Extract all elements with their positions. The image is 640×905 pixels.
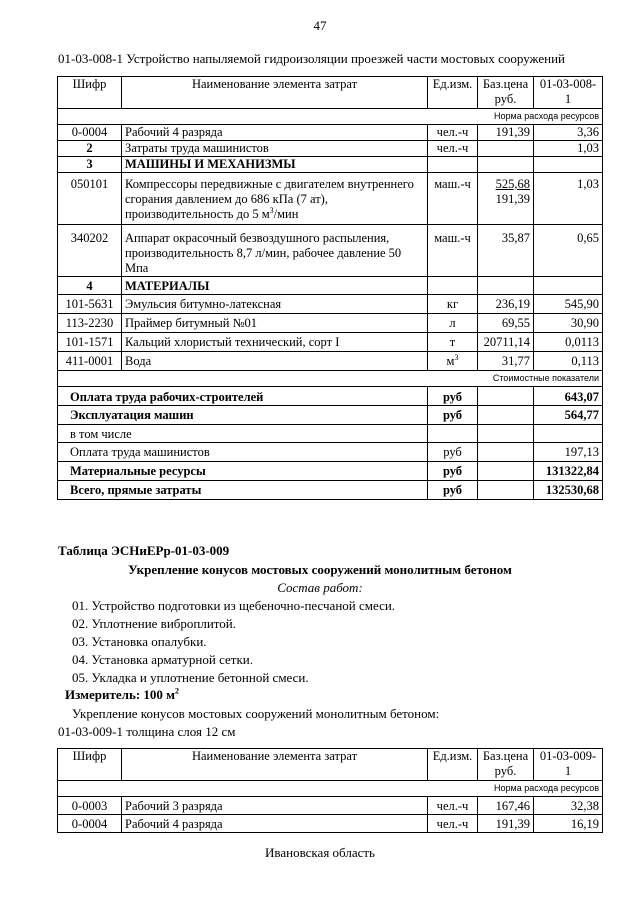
row-norm: 0,113 bbox=[534, 352, 603, 371]
norm-caption-row bbox=[58, 781, 603, 797]
work-item: 02. Уплотнение виброплитой. bbox=[72, 616, 237, 631]
cost-caption-row bbox=[58, 371, 603, 387]
row-price: 167,46 bbox=[478, 797, 534, 815]
row-name: Рабочий 3 разряда bbox=[122, 797, 428, 815]
summary-unit: руб bbox=[428, 443, 478, 462]
cost-caption: Стоимостные показатели bbox=[58, 371, 603, 387]
row-unit: $м^3$ bbox=[428, 352, 478, 371]
header-code: Шифр bbox=[58, 77, 122, 109]
summary-value: 643,07 bbox=[534, 387, 603, 406]
page-number: 47 bbox=[313, 18, 327, 33]
summary-row bbox=[58, 443, 603, 462]
summary-value: 564,77 bbox=[534, 406, 603, 425]
summary-unit: руб bbox=[428, 462, 478, 481]
norm-caption: Норма расхода ресурсов bbox=[58, 109, 603, 125]
norm-caption-row bbox=[58, 109, 603, 125]
row-price: 20711,14 bbox=[478, 333, 534, 352]
row-code: 050101 bbox=[58, 173, 122, 225]
row-price bbox=[478, 141, 534, 157]
header-norm: 01-03-009-1 bbox=[534, 749, 603, 781]
row-norm: 1,03 bbox=[534, 173, 603, 225]
description: Укрепление конусов мостовых сооружений монолитным бетоном: bbox=[72, 706, 440, 721]
norm-caption: Норма расхода ресурсов bbox=[58, 781, 603, 797]
header-name: Наименование элемента затрат bbox=[122, 77, 428, 109]
row-price: 35,87 bbox=[478, 225, 534, 277]
row-norm: 30,90 bbox=[534, 314, 603, 333]
row-norm: 0,0113 bbox=[534, 333, 603, 352]
row-price bbox=[478, 173, 534, 225]
header-name: Наименование элемента затрат bbox=[122, 749, 428, 781]
work-item: 04. Установка арматурной сетки. bbox=[72, 652, 253, 667]
row-code: 2 bbox=[58, 141, 122, 157]
price-value: 525,68 bbox=[495, 177, 530, 191]
row-unit: чел.-ч bbox=[428, 797, 478, 815]
row-unit: чел.-ч bbox=[428, 141, 478, 157]
row-norm: 1,03 bbox=[534, 141, 603, 157]
row-code: 113-2230 bbox=[58, 314, 122, 333]
row-norm: 545,90 bbox=[534, 295, 603, 314]
row-unit: чел.-ч bbox=[428, 125, 478, 141]
header-code: Шифр bbox=[58, 749, 122, 781]
row-name: Эмульсия битумно-латексная bbox=[122, 295, 428, 314]
summary-row bbox=[58, 406, 603, 425]
resource-table-2 bbox=[57, 748, 603, 833]
table-title: Таблица ЭСНиЕРр-01-03-009 bbox=[58, 543, 230, 558]
summary-row bbox=[58, 462, 603, 481]
row-price bbox=[478, 157, 534, 173]
works-title: Состав работ: bbox=[277, 580, 363, 595]
table-row bbox=[58, 277, 603, 295]
summary-name: Оплата труда рабочих-строителей bbox=[58, 387, 428, 406]
header-price: Баз.цена руб. bbox=[478, 749, 534, 781]
row-name: МАШИНЫ И МЕХАНИЗМЫ bbox=[122, 157, 428, 173]
row-code: 411-0001 bbox=[58, 352, 122, 371]
summary-value: 197,13 bbox=[534, 443, 603, 462]
row-unit: маш.-ч bbox=[428, 173, 478, 225]
summary-unit: руб bbox=[428, 387, 478, 406]
summary-value: 131322,84 bbox=[534, 462, 603, 481]
summary-name: в том числе bbox=[58, 425, 428, 443]
row-name: Затраты труда машинистов bbox=[122, 141, 428, 157]
summary-name: Эксплуатация машин bbox=[58, 406, 428, 425]
row-code: 0-0004 bbox=[58, 815, 122, 833]
row-unit: л bbox=[428, 314, 478, 333]
row-norm: 16,19 bbox=[534, 815, 603, 833]
row-unit: т bbox=[428, 333, 478, 352]
row-name: Компрессоры передвижные с двигателем внутреннего сгорания давлением до 686 кПа (7 ат), производительность до 5 $м^3$/мин bbox=[122, 173, 428, 225]
summary-row bbox=[58, 387, 603, 406]
work-item: 05. Укладка и уплотнение бетонной смеси. bbox=[72, 670, 309, 685]
header-price: Баз.цена руб. bbox=[478, 77, 534, 109]
header-unit: Ед.изм. bbox=[428, 749, 478, 781]
footer-region: Ивановская область bbox=[265, 845, 375, 860]
table-row bbox=[58, 333, 603, 352]
table-row bbox=[58, 225, 603, 277]
row-norm: 32,38 bbox=[534, 797, 603, 815]
row-price: 191,39 bbox=[478, 125, 534, 141]
row-name: Вода bbox=[122, 352, 428, 371]
table-header-row bbox=[58, 77, 603, 109]
row-unit: маш.-ч bbox=[428, 225, 478, 277]
row-norm: 3,36 bbox=[534, 125, 603, 141]
price-value-2: 191,39 bbox=[495, 192, 530, 206]
row-unit: чел.-ч bbox=[428, 815, 478, 833]
table-row bbox=[58, 141, 603, 157]
row-unit bbox=[428, 157, 478, 173]
row-name: Аппарат окрасочный безвоздушного распыления, производительность 8,7 л/мин, рабочее давление 50 Мпа bbox=[122, 225, 428, 277]
work-item: 03. Установка опалубки. bbox=[72, 634, 207, 649]
row-unit bbox=[428, 277, 478, 295]
row-name: Рабочий 4 разряда bbox=[122, 815, 428, 833]
row-norm: 0,65 bbox=[534, 225, 603, 277]
summary-name: Оплата труда машинистов bbox=[58, 443, 428, 462]
table-row bbox=[58, 797, 603, 815]
row-code: 101-5631 bbox=[58, 295, 122, 314]
row-name: Кальций хлористый технический, сорт I bbox=[122, 333, 428, 352]
table-row bbox=[58, 314, 603, 333]
row-price: 31,77 bbox=[478, 352, 534, 371]
summary-value: 132530,68 bbox=[534, 481, 603, 500]
summary-unit: руб bbox=[428, 406, 478, 425]
measure-unit: Измеритель: 100 $м^2$ bbox=[65, 686, 180, 702]
row-price: 191,39 bbox=[478, 815, 534, 833]
summary-row bbox=[58, 425, 603, 443]
section-title: Укрепление конусов мостовых сооружений монолитным бетоном bbox=[128, 562, 512, 577]
header-unit: Ед.изм. bbox=[428, 77, 478, 109]
summary-unit: руб bbox=[428, 481, 478, 500]
row-code: 340202 bbox=[58, 225, 122, 277]
summary-name: Всего, прямые затраты bbox=[58, 481, 428, 500]
table-row bbox=[58, 173, 603, 225]
table-row bbox=[58, 125, 603, 141]
row-code: 101-1571 bbox=[58, 333, 122, 352]
table1-caption: 01-03-008-1 Устройство напыляемой гидроизоляции проезжей части мостовых сооружений bbox=[58, 51, 565, 66]
row-name: Рабочий 4 разряда bbox=[122, 125, 428, 141]
resource-table-1 bbox=[57, 76, 603, 500]
table2-caption: 01-03-009-1 толщина слоя 12 см bbox=[58, 724, 236, 739]
summary-name: Материальные ресурсы bbox=[58, 462, 428, 481]
header-norm: 01-03-008-1 bbox=[534, 77, 603, 109]
row-norm bbox=[534, 277, 603, 295]
row-name: Праймер битумный №01 bbox=[122, 314, 428, 333]
table-row bbox=[58, 352, 603, 371]
row-price: 236,19 bbox=[478, 295, 534, 314]
summary-row bbox=[58, 481, 603, 500]
work-item: 01. Устройство подготовки из щебеночно-песчаной смеси. bbox=[72, 598, 396, 613]
row-code: 3 bbox=[58, 157, 122, 173]
row-price: 69,55 bbox=[478, 314, 534, 333]
row-norm bbox=[534, 157, 603, 173]
table-row bbox=[58, 157, 603, 173]
row-price bbox=[478, 277, 534, 295]
row-unit: кг bbox=[428, 295, 478, 314]
table-header-row bbox=[58, 749, 603, 781]
table-row bbox=[58, 815, 603, 833]
row-name: МАТЕРИАЛЫ bbox=[122, 277, 428, 295]
row-code: 0-0003 bbox=[58, 797, 122, 815]
row-code: 4 bbox=[58, 277, 122, 295]
row-code: 0-0004 bbox=[58, 125, 122, 141]
table-row bbox=[58, 295, 603, 314]
